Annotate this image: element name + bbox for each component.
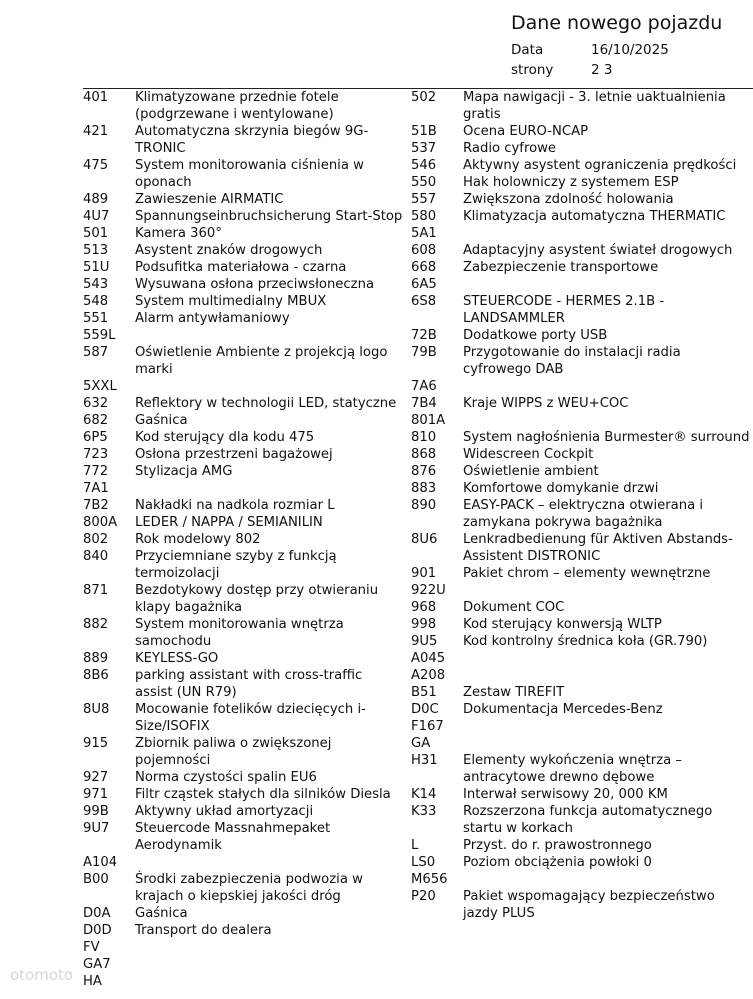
option-row (411, 480, 751, 497)
option-code: 5XXL (83, 379, 117, 394)
option-description: Steuercode Massnahmepaket Aerodynamik (135, 821, 331, 853)
option-description: Oświetlenie Ambiente z projekcją logo marki (135, 345, 388, 377)
option-code: 559L (83, 328, 116, 343)
option-description: Lenkradbedienung für Aktiven Abstands-Assistent DISTRONIC (463, 532, 733, 564)
option-description: Pakiet chrom – elementy wewnętrzne (463, 566, 711, 581)
option-row (411, 276, 751, 293)
option-code: 883 (411, 481, 437, 496)
option-description (463, 276, 751, 293)
option-description: System monitorowania wnętrza samochodu (135, 617, 344, 649)
option-description: Zbiornik paliwa o zwiększonej pojemności (135, 736, 332, 768)
option-code: 802 (83, 532, 109, 547)
option-code: 7A6 (411, 379, 437, 394)
option-description (135, 327, 403, 344)
option-row (83, 667, 403, 701)
option-code: 557 (411, 192, 437, 207)
option-description: EASY-PACK – elektryczna otwierana i zamykana pokrywa bagażnika (463, 498, 704, 530)
option-row (83, 548, 403, 582)
option-row (411, 582, 751, 599)
option-row (411, 803, 751, 837)
option-code: 587 (83, 345, 109, 360)
option-description: Transport do dealera (135, 923, 272, 938)
option-row (411, 854, 751, 871)
option-description: Oświetlenie ambient (463, 464, 599, 479)
option-row (83, 344, 403, 378)
option-code: 915 (83, 736, 109, 751)
option-row (411, 684, 751, 701)
option-code: P20 (411, 889, 436, 904)
option-description: Aktywny układ amortyzacji (135, 804, 314, 819)
option-description (463, 871, 751, 888)
option-row (83, 242, 403, 259)
option-code: 901 (411, 566, 437, 581)
option-description (135, 854, 403, 871)
option-row (411, 378, 751, 395)
option-description: Osłona przestrzeni bagażowej (135, 447, 333, 462)
option-row (83, 463, 403, 480)
option-row (411, 599, 751, 616)
option-code: 876 (411, 464, 437, 479)
option-row (411, 293, 751, 327)
option-code: 546 (411, 158, 437, 173)
option-description: Asystent znaków drogowych (135, 243, 323, 258)
option-code: 810 (411, 430, 437, 445)
left-options-column (83, 89, 403, 990)
option-row (83, 820, 403, 854)
option-description (463, 718, 751, 735)
option-code: 882 (83, 617, 109, 632)
option-row (411, 123, 751, 140)
watermark: otomoto (10, 966, 74, 984)
option-code: 401 (83, 90, 109, 105)
option-description: Zabezpieczenie transportowe (463, 260, 659, 275)
page-title: Dane nowego pojazdu (511, 12, 723, 34)
option-description (463, 412, 751, 429)
option-row (411, 786, 751, 803)
option-code: B00 (83, 872, 109, 887)
option-code: D0D (83, 923, 112, 938)
option-description: Kod kontrolny średnica koła (GR.790) (463, 634, 708, 649)
option-description: System multimedialny MBUX (135, 294, 327, 309)
option-description (463, 582, 751, 599)
option-description: Rozszerzona funkcja automatycznego startu w korkach (463, 804, 713, 836)
option-description (135, 378, 403, 395)
option-description: Widescreen Cockpit (463, 447, 594, 462)
option-row (411, 531, 751, 565)
option-description (135, 956, 403, 973)
option-description (135, 939, 403, 956)
option-row (411, 888, 751, 922)
option-description: Przyst. do r. prawostronnego (463, 838, 652, 853)
option-code: 998 (411, 617, 437, 632)
option-row (83, 208, 403, 225)
option-description: System nagłośnienia Burmester® surround (463, 430, 750, 445)
option-description: Norma czystości spalin EU6 (135, 770, 317, 785)
option-row (83, 259, 403, 276)
option-row (411, 140, 751, 157)
option-description: Przygotowanie do instalacji radia cyfrowego DAB (463, 345, 681, 377)
option-row (411, 667, 751, 684)
option-code: 513 (83, 243, 109, 258)
option-description: Zwiększona zdolność holowania (463, 192, 674, 207)
option-row (411, 650, 751, 667)
option-code: 6A5 (411, 277, 437, 292)
option-row (411, 497, 751, 531)
option-code: 7B2 (83, 498, 109, 513)
option-row (83, 616, 403, 650)
option-row (411, 412, 751, 429)
option-code: 890 (411, 498, 437, 513)
option-description: Gaśnica (135, 413, 188, 428)
option-code: K33 (411, 804, 437, 819)
option-code: A208 (411, 668, 446, 683)
option-code: 551 (83, 311, 109, 326)
option-row (411, 633, 751, 650)
option-row (83, 582, 403, 616)
option-description (135, 480, 403, 497)
option-description: Przyciemniane szyby z funkcją termoizolacji (135, 549, 337, 581)
option-code: K14 (411, 787, 437, 802)
option-description: Zawieszenie AIRMATIC (135, 192, 284, 207)
option-code: 927 (83, 770, 109, 785)
option-description: Dokument COC (463, 600, 565, 615)
option-code: 543 (83, 277, 109, 292)
option-code: 550 (411, 175, 437, 190)
option-row (83, 497, 403, 514)
date-label: Data (511, 42, 544, 58)
option-description (463, 650, 751, 667)
option-code: 6S8 (411, 294, 437, 309)
option-code: A045 (411, 651, 446, 666)
option-code: D0C (411, 702, 439, 717)
option-row (83, 123, 403, 157)
option-description: Mocowanie fotelików dziecięcych i-Size/ISOFIX (135, 702, 366, 734)
option-description: Rok modelowy 802 (135, 532, 261, 547)
option-code: 9U5 (411, 634, 438, 649)
option-row (411, 174, 751, 191)
option-description: LEDER / NAPPA / SEMIANILIN (135, 515, 323, 530)
option-row (411, 752, 751, 786)
option-code: 51B (411, 124, 437, 139)
option-code: 548 (83, 294, 109, 309)
option-row (83, 973, 403, 990)
option-code: GA7 (83, 957, 111, 972)
option-row (411, 395, 751, 412)
option-description: Poziom obciążenia powłoki 0 (463, 855, 652, 870)
option-row (83, 412, 403, 429)
option-code: FV (83, 940, 100, 955)
option-code: 868 (411, 447, 437, 462)
option-row (411, 735, 751, 752)
option-code: 489 (83, 192, 109, 207)
option-row (83, 871, 403, 905)
option-row (83, 89, 403, 123)
option-row (83, 735, 403, 769)
option-code: 840 (83, 549, 109, 564)
option-description: Wysuwana osłona przeciwsłoneczna (135, 277, 375, 292)
option-description (463, 225, 751, 242)
option-code: 475 (83, 158, 109, 173)
option-description: Automatyczna skrzynia biegów 9G-TRONIC (135, 124, 369, 156)
option-row (411, 616, 751, 633)
option-row (83, 293, 403, 310)
option-description (463, 667, 751, 684)
option-row (83, 803, 403, 820)
option-description: Klimatyzowane przednie fotele (podgrzewane i wentylowane) (135, 90, 339, 122)
option-description: Komfortowe domykanie drzwi (463, 481, 659, 496)
option-description: Aktywny asystent ograniczenia prędkości (463, 158, 737, 173)
option-row (83, 650, 403, 667)
option-code: 99B (83, 804, 109, 819)
option-description: STEUERCODE - HERMES 2.1B - LANDSAMMLER (463, 294, 665, 326)
option-description: Bezdotykowy dostęp przy otwieraniu klapy bagażnika (135, 583, 379, 615)
option-description: Adaptacyjny asystent świateł drogowych (463, 243, 733, 258)
option-description: Kod sterujący konwersją WLTP (463, 617, 662, 632)
option-row (83, 531, 403, 548)
option-row (83, 310, 403, 327)
option-description: Kod sterujący dla kodu 475 (135, 430, 315, 445)
option-row (411, 565, 751, 582)
option-description: Reflektory w technologii LED, statyczne (135, 396, 397, 411)
option-description: Pakiet wspomagający bezpieczeństwo jazdy PLUS (463, 889, 715, 921)
option-code: 800A (83, 515, 118, 530)
option-code: H31 (411, 753, 438, 768)
option-row (411, 157, 751, 174)
option-code: LS0 (411, 855, 436, 870)
option-row (83, 786, 403, 803)
option-code: 537 (411, 141, 437, 156)
option-description: Interwał serwisowy 20, 000 KM (463, 787, 668, 802)
option-description: Kraje WIPPS z WEU+COC (463, 396, 629, 411)
option-code: GA (411, 736, 431, 751)
option-code: 580 (411, 209, 437, 224)
option-description: Radio cyfrowe (463, 141, 557, 156)
option-row (411, 208, 751, 225)
option-description: Mapa nawigacji - 3. letnie uaktualnienia gratis (463, 90, 726, 122)
option-description: Dodatkowe porty USB (463, 328, 608, 343)
option-row (411, 225, 751, 242)
option-code: 889 (83, 651, 109, 666)
option-row (83, 395, 403, 412)
option-row (83, 701, 403, 735)
option-code: B51 (411, 685, 437, 700)
option-code: 871 (83, 583, 109, 598)
option-row (411, 718, 751, 735)
option-code: A104 (83, 855, 118, 870)
option-code: 79B (411, 345, 437, 360)
option-row (411, 701, 751, 718)
option-code: 4U7 (83, 209, 110, 224)
option-row (411, 327, 751, 344)
option-code: 8B6 (83, 668, 109, 683)
option-row (411, 191, 751, 208)
pages-label: strony (511, 62, 554, 78)
option-row (411, 429, 751, 446)
option-description: Filtr cząstek stałych dla silników Diesla (135, 787, 391, 802)
option-code: 421 (83, 124, 109, 139)
option-description: KEYLESS-GO (135, 651, 219, 666)
option-code: 801A (411, 413, 446, 428)
option-code: 968 (411, 600, 437, 615)
option-description: Elementy wykończenia wnętrza – antracytowe drewno dębowe (463, 753, 682, 785)
option-description: Środki zabezpieczenia podwozia w krajach o kiepskiej jakości dróg (135, 872, 363, 904)
option-code: 7B4 (411, 396, 437, 411)
option-row (411, 89, 751, 123)
option-description: Hak holowniczy z systemem ESP (463, 175, 679, 190)
option-code: HA (83, 974, 102, 989)
option-description (135, 973, 403, 990)
option-row (83, 446, 403, 463)
option-description: Nakładki na nadkola rozmiar L (135, 498, 335, 513)
pages-value: 2 3 (591, 62, 613, 78)
option-code: 5A1 (411, 226, 437, 241)
right-options-column (411, 89, 751, 922)
option-description: Stylizacja AMG (135, 464, 233, 479)
option-description: parking assistant with cross-traffic assist (UN R79) (135, 668, 363, 700)
option-code: 501 (83, 226, 109, 241)
option-row (411, 837, 751, 854)
option-row (83, 956, 403, 973)
option-description (463, 378, 751, 395)
option-code: 8U6 (411, 532, 438, 547)
option-row (83, 157, 403, 191)
option-code: 772 (83, 464, 109, 479)
option-code: 51U (83, 260, 110, 275)
option-row (83, 514, 403, 531)
option-description: Dokumentacja Mercedes-Benz (463, 702, 663, 717)
option-description: Gaśnica (135, 906, 188, 921)
option-description: Klimatyzacja automatyczna THERMATIC (463, 209, 726, 224)
option-code: 7A1 (83, 481, 109, 496)
option-row (83, 769, 403, 786)
option-code: M656 (411, 872, 448, 887)
option-row (83, 480, 403, 497)
option-description: Ocena EURO-NCAP (463, 124, 589, 139)
option-code: 668 (411, 260, 437, 275)
option-description (463, 735, 751, 752)
option-row (83, 854, 403, 871)
option-description: Podsufitka materiałowa - czarna (135, 260, 347, 275)
option-code: 8U8 (83, 702, 110, 717)
option-row (411, 259, 751, 276)
option-code: 9U7 (83, 821, 110, 836)
option-description: System monitorowania ciśnienia w oponach (135, 158, 364, 190)
option-row (411, 344, 751, 378)
option-row (411, 463, 751, 480)
option-row (83, 939, 403, 956)
option-row (83, 225, 403, 242)
option-description: Alarm antywłamaniowy (135, 311, 290, 326)
option-row (411, 446, 751, 463)
option-row (83, 429, 403, 446)
option-code: 6P5 (83, 430, 108, 445)
option-row (411, 242, 751, 259)
option-row (83, 922, 403, 939)
option-row (411, 871, 751, 888)
option-code: 922U (411, 583, 446, 598)
option-code: 608 (411, 243, 437, 258)
option-code: F167 (411, 719, 444, 734)
option-row (83, 327, 403, 344)
option-code: 971 (83, 787, 109, 802)
option-description: Kamera 360° (135, 226, 222, 241)
option-description: Spannungseinbruchsicherung Start-Stop (135, 209, 403, 224)
option-code: L (411, 838, 419, 853)
date-value: 16/10/2025 (591, 42, 669, 58)
option-row (83, 276, 403, 293)
option-code: 682 (83, 413, 109, 428)
option-code: 502 (411, 90, 437, 105)
option-code: D0A (83, 906, 111, 921)
option-row (83, 191, 403, 208)
option-code: 723 (83, 447, 109, 462)
option-description: Zestaw TIREFIT (463, 685, 565, 700)
option-row (83, 905, 403, 922)
option-code: 632 (83, 396, 109, 411)
option-row (83, 378, 403, 395)
option-code: 72B (411, 328, 437, 343)
